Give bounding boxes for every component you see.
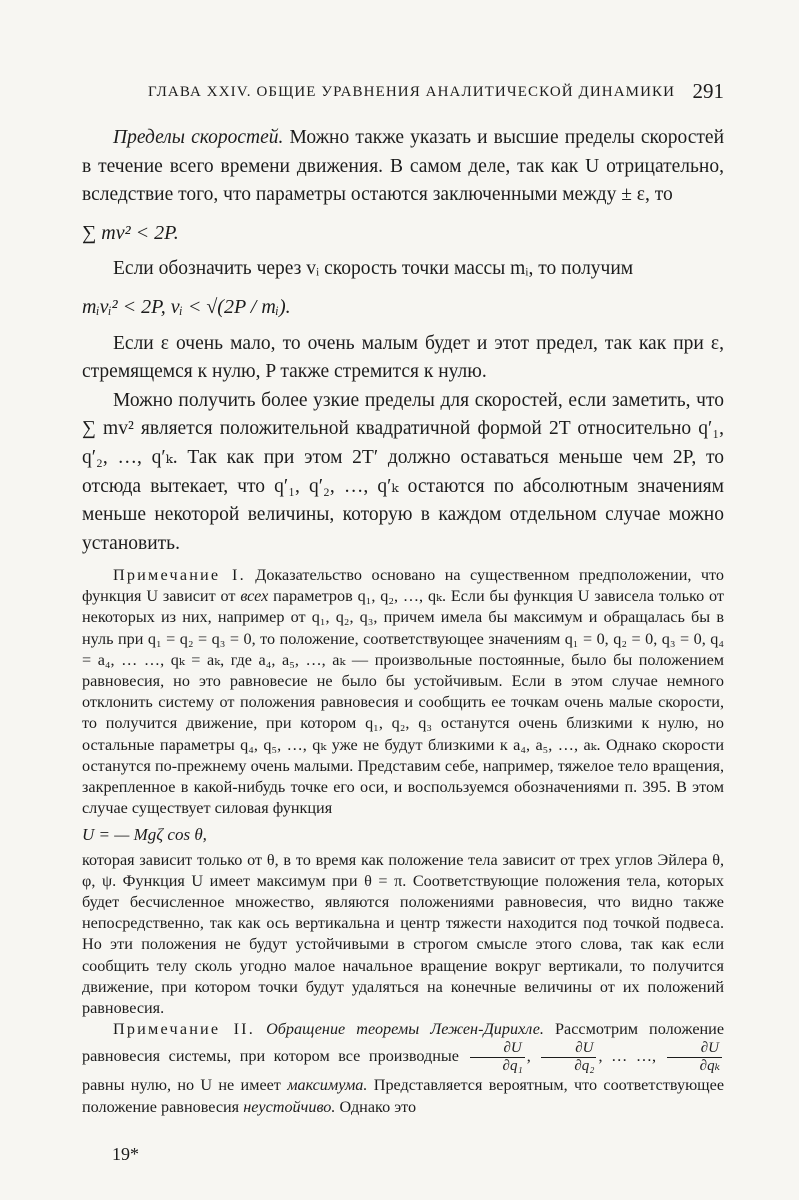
frac-numerator: ∂U [541, 1040, 596, 1058]
formula-force-function: U = — Mgζ cos θ, [82, 825, 207, 845]
paragraph-text: Можно также указать и высшие пределы скоростей в течение всего времени движения. В самом деле, так как U отрицательно, вследствие того, что параметры остаются заключенными между ± ε, то [82, 127, 724, 206]
note-2-label: Примечание II. [113, 1020, 256, 1039]
running-header [148, 79, 724, 103]
note-2-text-b: равны нулю, но U не имеет [82, 1076, 281, 1095]
paragraph-narrower-bounds: Можно получить более узкие пределы для скоростей, если заметить, что ∑ mv² является положительной квадратичной формой 2T относительно q′₁, q′₂, …, q′ₖ. Так как при этом 2T′ должно оставаться меньше чем 2P, то отсюда вытекает, что q′₁, q′₂, …, q′ₖ остаются по абсолютным значениям меньше некоторой величины, которую в каждом отдельном случае можно установить. [82, 389, 724, 554]
ellipsis: … [611, 1047, 628, 1066]
note-2-emphasis-max: максимума. [287, 1076, 368, 1095]
separator: , [652, 1047, 657, 1066]
note-2-heading: Обращение теоремы Лежен-Дирихле. [266, 1020, 544, 1039]
page-number: 291 [692, 79, 724, 103]
signature-mark: 19* [112, 1144, 139, 1164]
note-1 [82, 565, 724, 819]
separator: , [526, 1047, 531, 1066]
frac-numerator: ∂U [667, 1040, 722, 1058]
note-1-continuation: которая зависит только от θ, в то время как положение тела зависит от трех углов Эйлера θ, φ, ψ. Функция U имеет максимум при θ = π. Соответствующие положения тела, которых будет бесчисленное множество, являются положениями равновесия, что видно также непосредственно, так как ось вертикальна и центр тяжести находится под точкой подвеса. Но эти положения не будут устойчивыми в строгом смысле этого слова, так как если сообщить телу сколь угодно малое начальное вращение вокруг вертикали, то получится движение, при котором точки будут удаляться на конечные величины от их положений равновесия. [82, 850, 724, 1018]
note-1-text: Доказательство основано на существенном предположении, что функция U зависит от [82, 566, 724, 606]
note-2-text-d: Однако это [339, 1097, 417, 1116]
notes-section [82, 565, 724, 1118]
note-2-emphasis-unstable: неустойчиво. [243, 1097, 336, 1116]
frac-denominator: ∂qₖ [699, 1058, 721, 1075]
derivative-q1 [470, 1040, 525, 1075]
frac-denominator: ∂q₁ [502, 1058, 523, 1075]
chapter-title: ГЛАВА XXIV. ОБЩИЕ УРАВНЕНИЯ АНАЛИТИЧЕСКОЙ ДИНАМИКИ [148, 84, 676, 100]
paragraph-small-epsilon: Если ε очень мало, то очень малым будет и этот предел, так как при ε, стремящемся к нулю, P также стремится к нулю. [82, 332, 724, 383]
separator: , [598, 1047, 603, 1066]
note-1-text-cont: параметров q₁, q₂, …, qₖ. Если бы функция U зависела только от некоторых из них, например от q₁, q₂, q₃, причем имела бы максимум и обращалась бы в нуль при q₁ = q₂ = q₃ = 0, то положение, соответствующее значениям q₁ = 0, q₂ = 0, q₃ = 0, q₄ = a₄, … …, qₖ = aₖ, где a₄, a₅, …, aₖ — произвольные постоянные, было бы положением равновесия, но это равновесие не было бы устойчивым. Если в этом случае немного отклонить систему от положения равновесия и сообщить ее точкам очень малые скорости, то получится движение, при котором q₁, q₂, q₃ останутся очень близкими к нулю, но остальные параметры q₄, q₅, …, qₖ уже не будут близкими к a₄, a₅, …, aₖ. Однако скорости останутся по-прежнему очень малыми. Представим себе, например, тяжелое тело вращения, закрепленное в какой-нибудь точке его оси, и воспользуемся обозначениями п. 395. В этом случае существует силовая функция [82, 587, 724, 818]
paragraph-velocity: Если обозначить через vᵢ скорость точки массы mᵢ, то получим [113, 258, 634, 280]
paragraph-heading: Пределы скоростей. [113, 127, 284, 148]
derivative-q2 [541, 1040, 596, 1075]
frac-denominator: ∂q₂ [574, 1058, 595, 1075]
note-2-text: Рассмотрим положение равновесия системы, при котором все производные [82, 1020, 725, 1066]
paragraph-speed-limits [82, 124, 724, 210]
formula-sum-mv2: ∑ mv² < 2P. [82, 221, 179, 244]
note-2 [82, 1019, 724, 1118]
note-2-text-c: Представляется вероятным, что соответствующее положение равновесия [82, 1076, 725, 1116]
ellipsis: … [635, 1047, 653, 1066]
formula-velocity-bound: mᵢvᵢ² < 2P, vᵢ < √(2P / mᵢ). [82, 295, 291, 318]
main-text [82, 124, 724, 558]
note-1-emphasis: всех [240, 587, 269, 606]
frac-numerator: ∂U [470, 1040, 525, 1058]
note-1-label: Примечание I. [113, 566, 246, 584]
derivative-qk [667, 1040, 722, 1075]
